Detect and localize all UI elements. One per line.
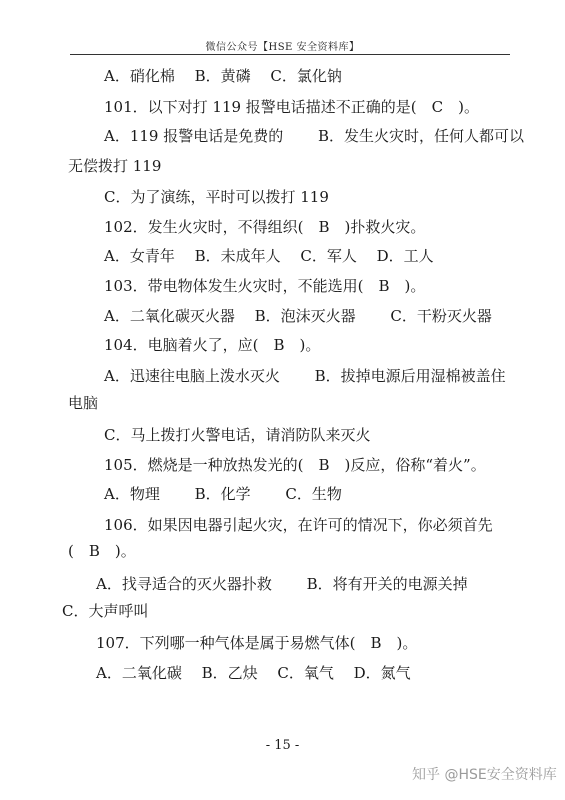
answer-options-101-c: C．为了演练，平时可以拨打 119 (104, 188, 329, 206)
answer-options-102: A．女青年 B．未成年人 C．军人 D．工人 (104, 247, 434, 265)
question-104: 104．电脑着火了，应( B )。 (104, 336, 321, 354)
question-105: 105．燃烧是一种放热发光的( B )反应，俗称“着火”。 (104, 456, 486, 474)
page-number: - 15 - (265, 738, 300, 753)
question-106-cont: ( B )。 (68, 542, 136, 560)
zhihu-watermark: 知乎 @HSE安全资料库 (412, 767, 557, 783)
question-107: 107．下列哪一种气体是属于易燃气体( B )。 (96, 634, 418, 652)
question-102: 102．发生火灾时，不得组织( B )扑救火灾。 (104, 218, 426, 236)
answer-options-105: A．物理 B．化学 C．生物 (104, 485, 342, 503)
question-101: 101．以下对打 119 报警电话描述不正确的是( C )。 (104, 98, 479, 116)
answer-options-101-a-cont: 无偿拨打 119 (68, 157, 162, 175)
answer-options-104-c: C．马上拨打火警电话，请消防队来灭火 (104, 426, 371, 444)
question-103: 103．带电物体发生火灾时，不能选用( B )。 (104, 277, 426, 295)
answer-options-100: A．硝化棉 B．黄磷 C．氯化钠 (104, 67, 342, 85)
answer-options-104-a-cont: 电脑 (68, 394, 99, 412)
answer-options-107: A．二氧化碳 B．乙炔 C．氧气 D．氮气 (96, 664, 411, 682)
answer-options-106-c: C．大声呼叫 (62, 602, 149, 620)
answer-options-104-a: A．迅速往电脑上泼水灭火 B．拔掉电源后用湿棉被盖住 (104, 367, 506, 385)
question-106: 106．如果因电器引起火灾，在许可的情况下，你必须首先 (104, 516, 493, 534)
page-header: 微信公众号【HSE 安全资料库】 (205, 42, 360, 53)
answer-options-106-a: A．找寻适合的灭火器扑救 B．将有开关的电源关掉 (96, 575, 468, 593)
answer-options-103: A．二氧化碳灭火器 B．泡沫灭火器 C．干粉灭火器 (104, 307, 492, 325)
answer-options-101-a: A．119 报警电话是免费的 B．发生火灾时，任何人都可以 (104, 127, 525, 145)
header-divider (70, 54, 510, 55)
